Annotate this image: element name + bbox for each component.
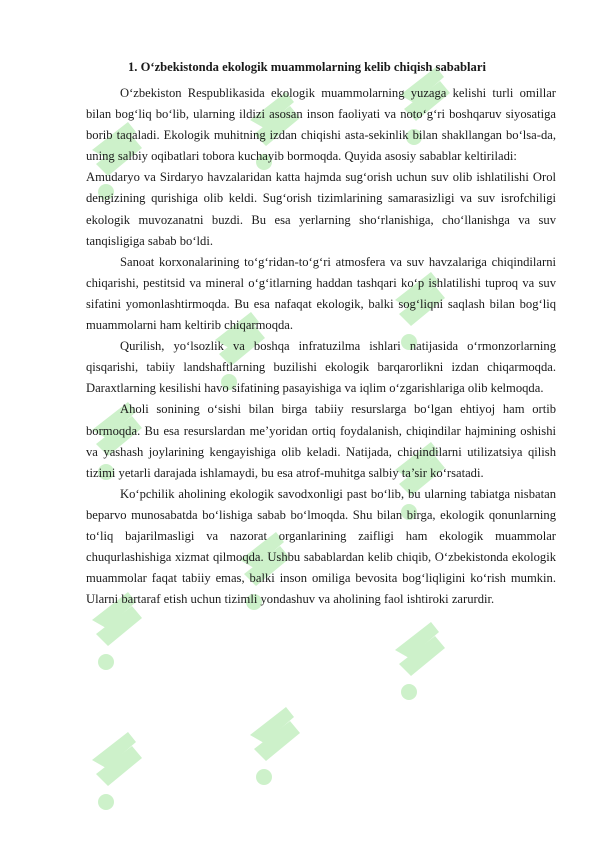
paragraph-awareness: Ko‘pchilik aholining ekologik savodxonligi past bo‘lib, bu ularning tabiatga nisbatan beparvo munosabatda bo‘lishiga sabab bo‘lmoqda. Shu bilan birga, ekologik qonunlarning to‘liq bajarilmasligi va nazorat organlarining zaifligi ham ekologik muammolar chuqurlashishiga xizmat qilmoqda. Ushbu sabablardan kelib chiqib, O‘zbekistonda ekologik muammolar faqat tabiiy emas, balki inson omiliga bevosita bog‘liqligini ko‘rish mumkin. Ularni bartaraf etish uchun tizimli yondashuv va aholining faol ishtiroki zarurdir. — [86, 486, 556, 607]
paragraph-industry: Sanoat korxonalarining to‘g‘ridan-to‘g‘ri atmosfera va suv havzalariga chiqindilarni chiqarishi, pestitsid va mineral o‘g‘itlarning haddan tashqari ko‘p ishlatilishi tuproq va suv sifatini yomonlashtirmoqda. Bu esa nafaqat ekologik, balki sog‘liqni saqlash bilan bog‘liq muammolarni ham keltirib chiqarmoqda. — [86, 254, 556, 333]
watermark-logo — [395, 622, 445, 700]
section-heading: 1. O‘zbekistonda ekologik muammolarning kelib chiqish sabablari — [128, 60, 486, 74]
watermark-logo — [92, 732, 142, 810]
paragraph-construction: Qurilish, yo‘lsozlik va boshqa infratuzilma ishlari natijasida o‘rmonzorlarning qisqarishi, tabiiy landshaftlarning buzilishi ekologik barqarorlikni izdan chiqarmoqda. Daraxtlarning kesilishi havo sifatining pasayishiga va iqlim o‘zgarishlariga olib kelmoqda. — [86, 339, 556, 396]
paragraph-intro: O‘zbekiston Respublikasida ekologik muammolarning yuzaga kelishi turli omillar bilan bog‘liq bo‘lib, ularning ildizi asosan inson faoliyati va noto‘g‘ri boshqaruv siyosatiga borib taqaladi. Ekologik muhitning izdan chiqishi asta-sekinlik bilan shakllangan bo‘lsa-da, uning salbiy oqibatlari tobora kuchayib bormoqda. Quyida asosiy sabablar keltiriladi: — [86, 86, 556, 164]
paragraph-population: Aholi sonining o‘sishi bilan birga tabiiy resurslarga bo‘lgan ehtiyoj ham ortib bormoqda. Bu esa resurslardan me’yoridan ortiq foydalanish, chiqindilar hajmining oshishi va yashash joylarining kengayishiga olib keladi. Natijada, chiqindilarni utilizatsiya qilish tizimi yetarli darajada ishlamaydi, bu esa atrof-muhitga salbiy ta’sir ko‘rsatadi. — [86, 402, 556, 480]
document-page — [86, 58, 556, 610]
paragraph-water: Amudaryo va Sirdaryo havzalaridan katta hajmda sug‘orish uchun suv olib ishlatilishi Orol dengizining qurishiga olib keldi. Sug‘orish tizimlarining samarasizligi va suv isrofchiligi ekologik muvozanatni buzdi. Bu esa yerlarning sho‘rlanishiga, cho‘llanishga va suv tanqisligiga sabab bo‘ldi. — [86, 170, 556, 248]
watermark-logo — [250, 707, 300, 785]
